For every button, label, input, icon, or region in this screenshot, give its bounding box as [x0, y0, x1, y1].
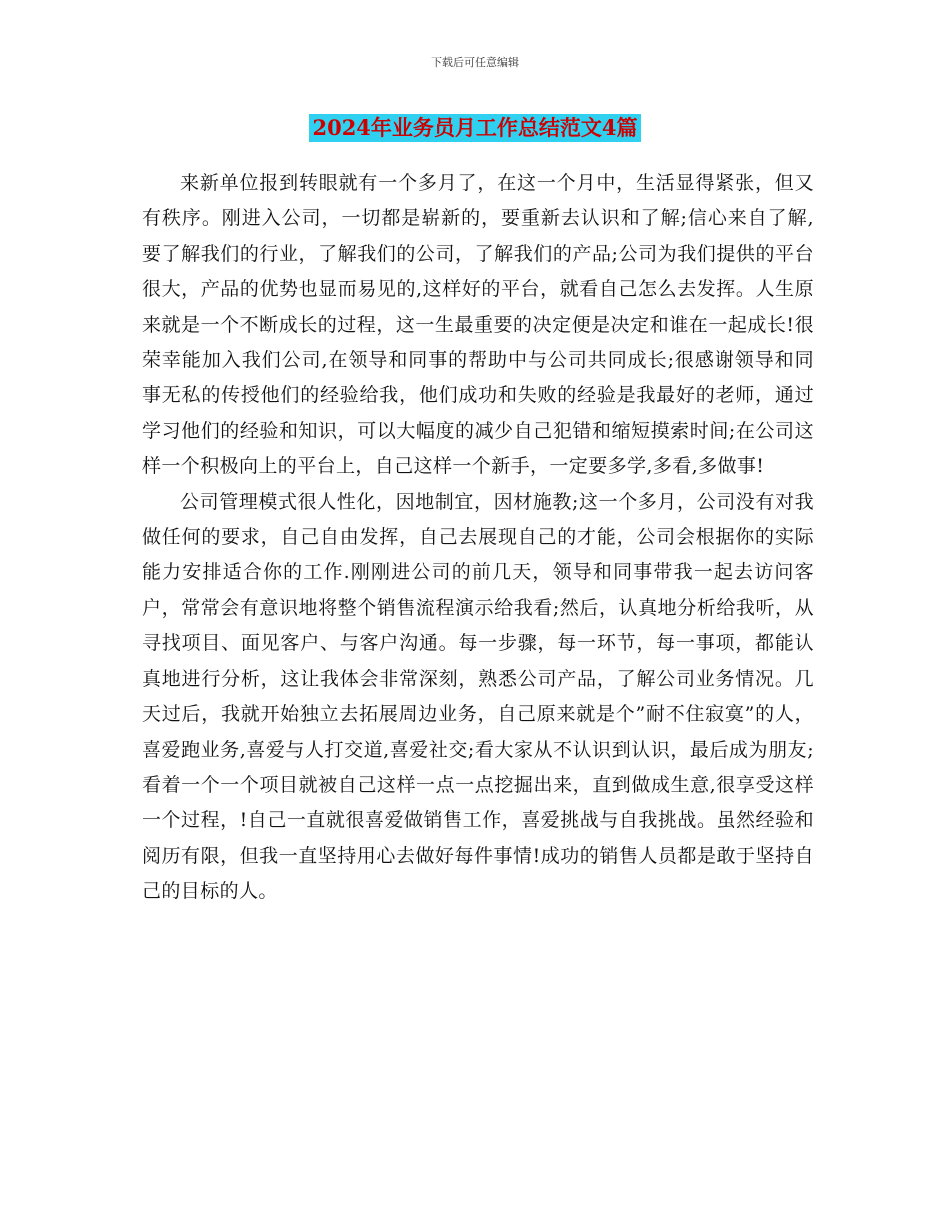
paragraph-2: 公司管理模式很人性化，因地制宜，因材施教;这一个多月，公司没有对我做任何的要求，自己自由发挥，自己去展现自己的才能，公司会根据你的实际能力安排适合你的工作.刚刚进公司的前几天，领导和同事带我一起去访问客户，常常会有意识地将整个销售流程演示给我看;然后，认真地分析给我听，从寻找项目、面见客户、与客户沟通。每一步骤，每一环节，每一事项，都能认真地进行分析，这让我体会非常深刻，熟悉公司产品，了解公司业务情况。几天过后，我就开始独立去拓展周边业务，自己原来就是个”耐不住寂寞”的人，喜爱跑业务,喜爱与人打交道,喜爱社交;看大家从不认识到认识，最后成为朋友;看着一个一个项目就被自己这样一点一点挖掘出来，直到做成生意,很享受这样一个过程，!自己一直就很喜爱做销售工作，喜爱挑战与自我挑战。虽然经验和阅历有限，但我一直坚持用心去做好每件事情!成功的销售人员都是敢于坚持自己的目标的人。	[142, 490, 814, 903]
document-title: 2024年业务员月工作总结范文4篇	[309, 114, 640, 142]
document-body	[142, 166, 814, 910]
title-container	[0, 114, 950, 142]
header-note: 下载后可任意编辑	[431, 56, 519, 69]
paragraph-1: 来新单位报到转眼就有一个多月了，在这一个月中，生活显得紧张，但又有秩序。刚进入公司，一切都是崭新的，要重新去认识和了解;信心来自了解,要了解我们的行业，了解我们的公司，了解我们的产品;公司为我们提供的平台很大，产品的优势也显而易见的,这样好的平台，就看自己怎么去发挥。人生原来就是一个不断成长的过程，这一生最重要的决定便是决定和谁在一起成长!很荣幸能加入我们公司,在领导和同事的帮助中与公司共同成长;很感谢领导和同事无私的传授他们的经验给我，他们成功和失败的经验是我最好的老师，通过学习他们的经验和知识，可以大幅度的减少自己犯错和缩短摸索时间;在公司这样一个积极向上的平台上，自己这样一个新手，一定要多学,多看,多做事!	[142, 172, 814, 478]
